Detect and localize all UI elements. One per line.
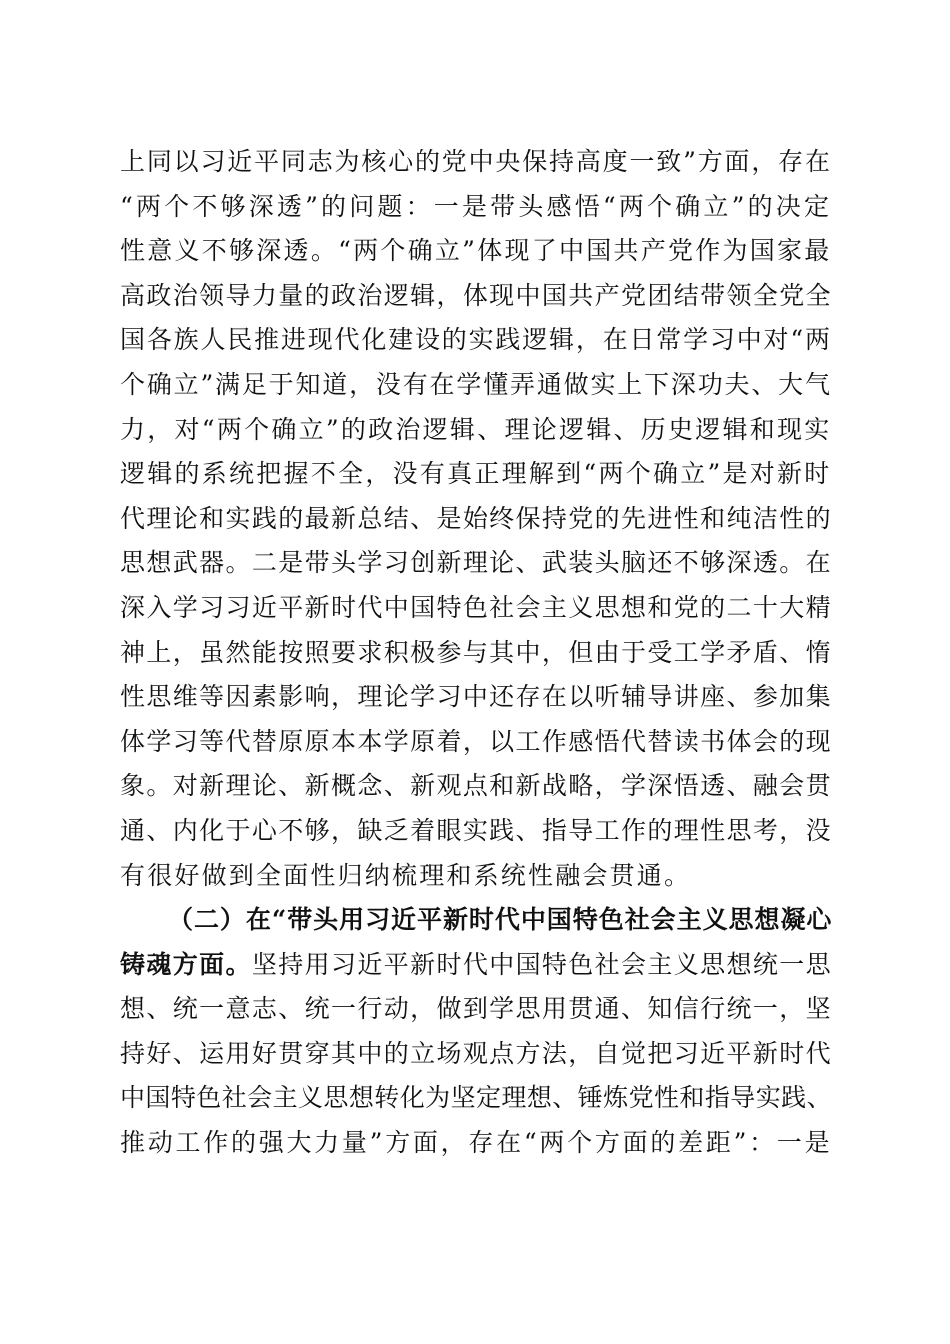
- paragraph-1-line-8: 逻辑的系统把握不全，没有真正理解到“两个确立”是对新时: [120, 459, 832, 489]
- paragraph-1-line-11: 深入学习习近平新时代中国特色社会主义思想和党的二十大精: [120, 592, 833, 622]
- paragraph-2-line-5: 中国特色社会主义思想转化为坚定理想、锤炼党性和指导实践、: [120, 1083, 833, 1113]
- paragraph-1-line-13: 性思维等因素影响，理论学习中还存在以听辅导讲座、参加集: [120, 682, 833, 712]
- paragraph-1-line-14: 体学习等代替原原本本学原着，以工作感悟代替读书体会的现: [120, 726, 833, 756]
- paragraph-1-line-12: 神上，虽然能按照要求积极参与其中，但由于受工学矛盾、惰: [120, 637, 833, 667]
- paragraph-1-line-16: 通、内化于心不够，缺乏着眼实践、指导工作的理性思考，没: [120, 815, 833, 845]
- paragraph-1-line-9: 代理论和实践的最新总结、是始终保持党的先进性和纯洁性的: [120, 503, 833, 533]
- paragraph-1-line-10: 思想武器。二是带头学习创新理论、武装头脑还不够深透。在: [120, 548, 833, 578]
- paragraph-1-line-5: 国各族人民推进现代化建设的实践逻辑，在日常学习中对“两: [120, 325, 832, 355]
- section-heading-line-2: 铸魂方面。: [120, 949, 252, 979]
- section-heading-line-1: （二）在“带头用习近平新时代中国特色社会主义思想凝心: [168, 905, 833, 935]
- paragraph-1-line-15: 象。对新理论、新概念、新观点和新战略，学深悟透、融会贯: [120, 771, 833, 801]
- paragraph-1-line-1: 上同以习近平同志为核心的党中央保持高度一致”方面，存在: [120, 147, 832, 176]
- paragraph-1-line-4: 高政治领导力量的政治逻辑，体现中国共产党团结带领全党全: [120, 280, 833, 310]
- paragraph-2-line-6: 推动工作的强大力量”方面，存在“两个方面的差距”：一是: [120, 1128, 833, 1158]
- document-body: [120, 140, 832, 1166]
- paragraph-2-line-4: 持好、运用好贯穿其中的立场观点方法，自觉把习近平新时代: [120, 1038, 833, 1068]
- paragraph-1-line-2: “两个不够深透”的问题：一是带头感悟“两个确立”的决定: [120, 191, 833, 221]
- paragraph-1-line-6: 个确立”满足于知道，没有在学懂弄通做实上下深功夫、大气: [120, 369, 832, 399]
- paragraph-1-line-17: 有很好做到全面性归纳梳理和系统性融会贯通。: [120, 860, 692, 890]
- paragraph-1-line-7: 力，对“两个确立”的政治逻辑、理论逻辑、历史逻辑和现实: [120, 414, 832, 444]
- paragraph-1-line-3: 性意义不够深透。“两个确立”体现了中国共产党作为国家最: [120, 236, 832, 266]
- paragraph-2-line-2: [120, 943, 832, 988]
- paragraph-2-line-2-rest: 坚持用习近平新时代中国特色社会主义思想统一思: [251, 949, 833, 979]
- paragraph-2-line-3: 想、统一意志、统一行动，做到学思用贯通、知信行统一，坚: [120, 994, 833, 1024]
